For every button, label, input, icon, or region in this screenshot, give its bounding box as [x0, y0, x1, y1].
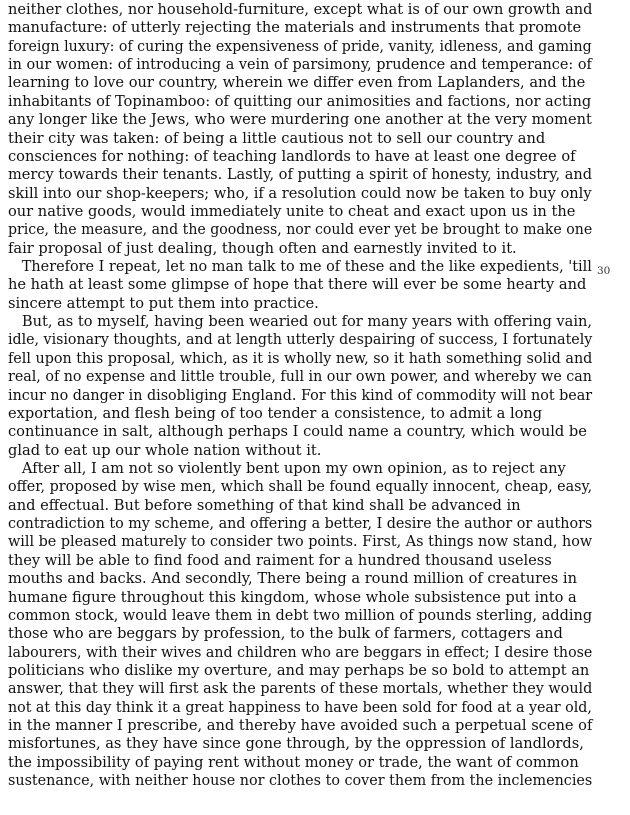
text-line: those who are beggars by profession, to the bulk of farmers, cottagers and [8, 625, 563, 643]
text-line: the impossibility of paying rent without money or trade, the want of common [8, 753, 579, 771]
text-line: answer, that they will first ask the parents of these mortals, whether they would [8, 680, 593, 698]
text-line: humane figure throughout this kingdom, whose whole subsistence put into a [8, 588, 577, 606]
text-line: and effectual. But before something of that kind shall be advanced in [8, 496, 521, 514]
text-line: skill into our shop-keepers; who, if a resolution could now be taken to buy only [8, 184, 592, 202]
text-line: But, as to myself, having been wearied out for many years with offering vain, [8, 313, 593, 331]
text-line: neither clothes, nor household-furniture, except what is of our own growth and [8, 1, 593, 18]
text-line: mouths and backs. And secondly, There being a round million of creatures in [8, 570, 577, 588]
text-line: glad to eat up our whole nation without it. [8, 441, 322, 459]
text-line: in the manner I prescribe, and thereby have avoided such a perpetual scene of [8, 717, 593, 735]
text-line: mercy towards their tenants. Lastly, of putting a spirit of honesty, industry, and [8, 166, 593, 184]
text-line: inhabitants of Topinamboo: of quitting our animosities and factions, nor acting [8, 92, 592, 110]
text-line: not at this day think it a great happiness to have been sold for food at a year old, [8, 698, 592, 716]
text-line: labourers, with their wives and children who are beggars in effect; I desire those [8, 643, 593, 661]
text-line: consciences for nothing: of teaching landlords to have at least one degree of [8, 147, 576, 165]
text-line: he hath at least some glimpse of hope that there will ever be some hearty and [8, 276, 587, 294]
text-line: manufacture: of utterly rejecting the materials and instruments that promote [8, 19, 582, 37]
text-line: Therefore I repeat, let no man talk to me of these and the like expedients, 'till [8, 258, 592, 276]
text-line: incur no danger in disobliging England. For this kind of commodity will not bear [8, 386, 593, 404]
text-line: common stock, would leave them in debt two million of pounds sterling, adding [8, 606, 593, 624]
text-line: learning to love our country, wherein we differ even from Laplanders, and the [8, 74, 586, 92]
text-line: contradiction to my scheme, and offering a better, I desire the author or authors [8, 515, 593, 533]
text-line: their city was taken: of being a little cautious not to sell our country and [8, 129, 546, 147]
text-line: fell upon this proposal, which, as it is wholly new, so it hath something solid and [8, 349, 593, 367]
text-line: sustenance, with neither house nor clothes to cover them from the inclemencies [8, 772, 593, 790]
text-line: idle, visionary thoughts, and at length utterly despairing of success, I fortunately [8, 331, 593, 349]
text-line: any longer like the Jews, who were murdering one another at the very moment [8, 111, 592, 129]
line-number-marker: 30 [597, 265, 611, 277]
text-line: exportation, and flesh being of too tender a consistence, to admit a long [8, 404, 543, 422]
text-line: politicians who dislike my overture, and may perhaps be so bold to attempt an [8, 661, 590, 679]
text-line: misfortunes, as they have since gone through, by the oppression of landlords, [8, 735, 584, 753]
text-line: foreign luxury: of curing the expensiveness of pride, vanity, idleness, and gaming [8, 37, 592, 55]
text-line: our native goods, would immediately unite to cheat and exact upon us in the [8, 202, 576, 220]
text-line: offer, proposed by wise men, which shall be found equally innocent, cheap, easy, [8, 478, 593, 496]
text-line: price, the measure, and the goodness, nor could ever yet be brought to make one [8, 221, 593, 239]
text-line: they will be able to find food and raiment for a hundred thousand useless [8, 551, 552, 569]
text-line: real, of no expense and little trouble, full in our own power, and whereby we can [8, 368, 592, 386]
text-line: in our women: of introducing a vein of parsimony, prudence and temperance: of [8, 56, 592, 74]
text-line: will be pleased maturely to consider two points. First, As things now stand, how [8, 533, 593, 551]
text-line: After all, I am not so violently bent upon my own opinion, as to reject any [8, 460, 566, 477]
text-line: continuance in salt, although perhaps I could name a country, which would be [8, 423, 587, 441]
text-line: sincere attempt to put them into practice. [8, 294, 319, 312]
text-line: fair proposal of just dealing, though often and earnestly invited to it. [8, 239, 517, 257]
